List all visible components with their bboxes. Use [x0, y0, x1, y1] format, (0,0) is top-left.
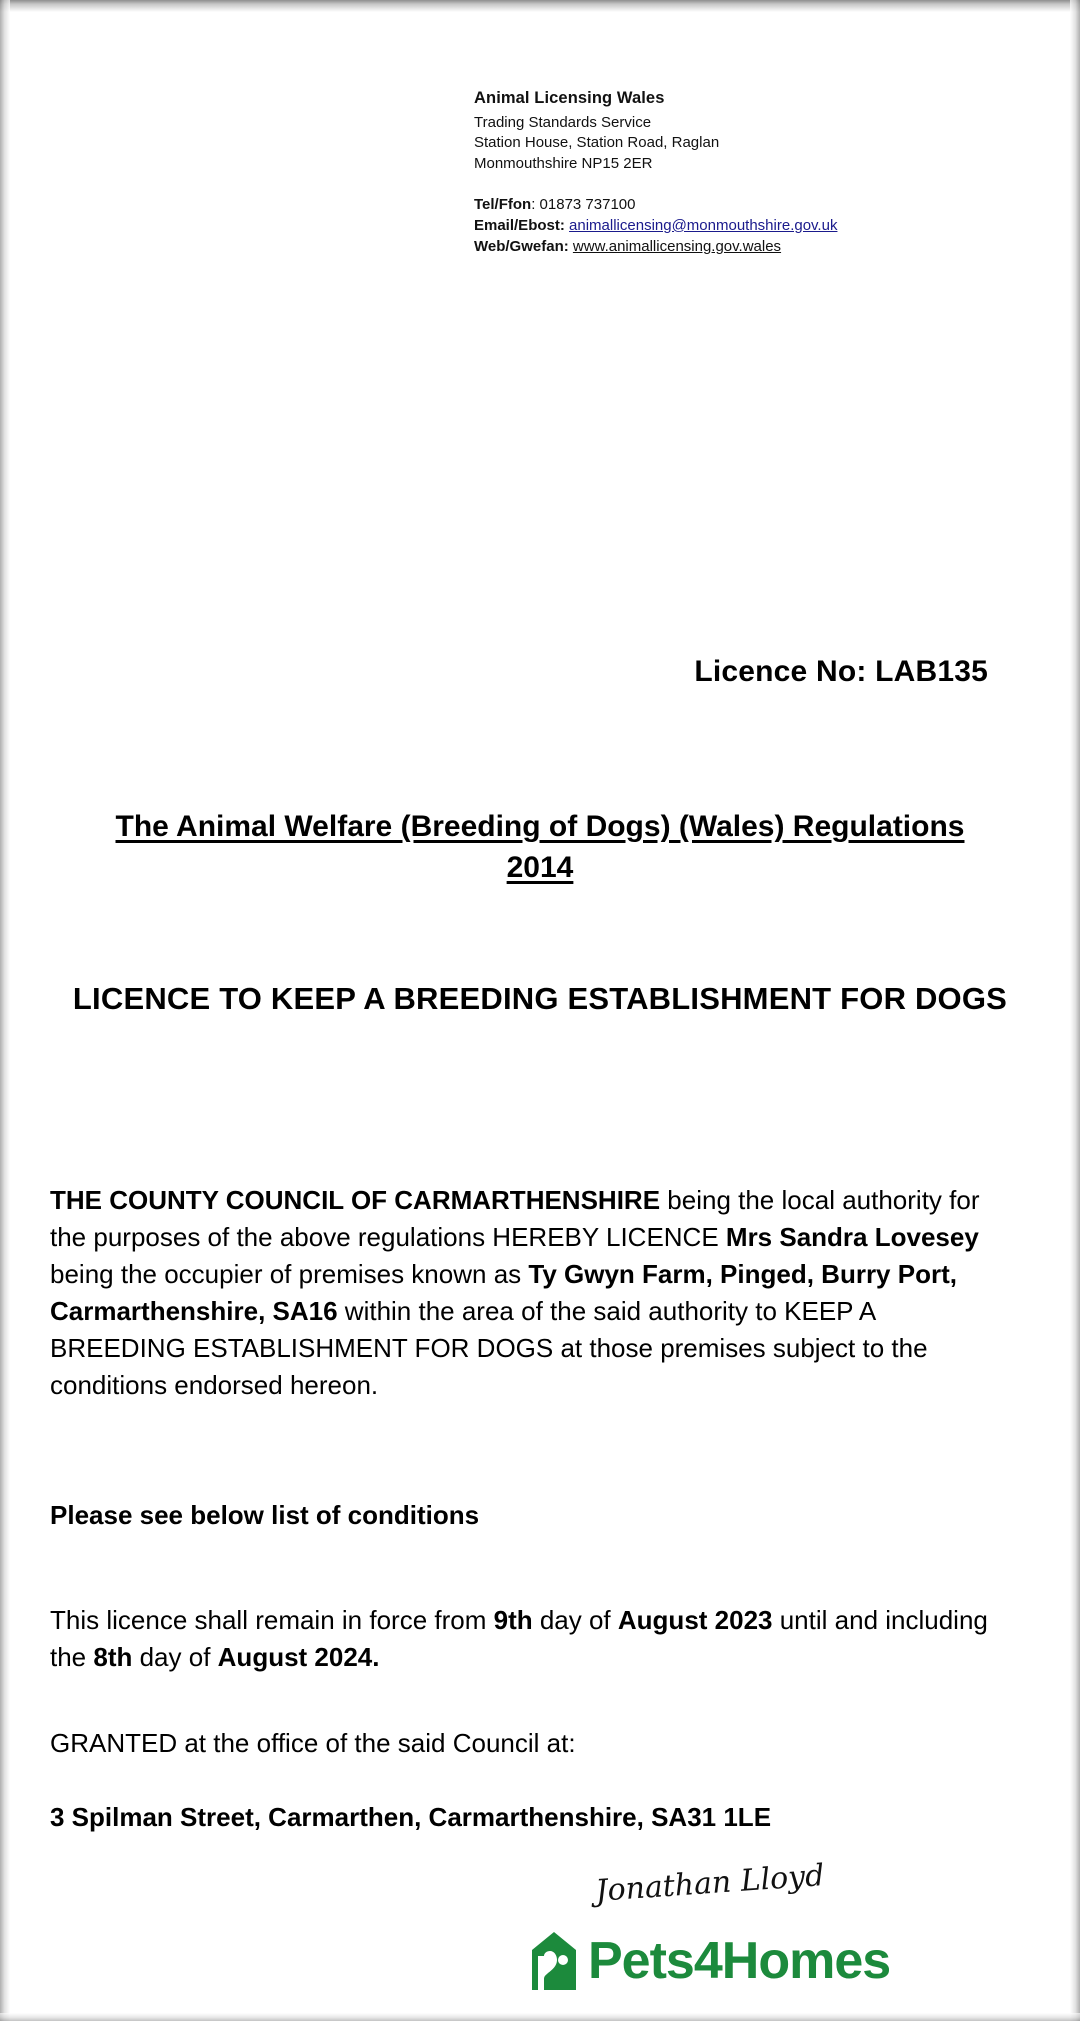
letterhead-organisation: Animal Licensing Wales: [474, 89, 665, 107]
body-segment-1: being the local authority for the purposes of the above regulations HEREBY LICENCE: [50, 1185, 980, 1252]
validity-segment-1: This licence shall remain in force from: [50, 1605, 494, 1635]
telephone-value: : 01873 737100: [531, 195, 636, 213]
letterhead: [474, 88, 894, 257]
licensee-name: Mrs Sandra Lovesey: [725, 1221, 979, 1252]
page-edge-shadow-left: [0, 0, 10, 2021]
granted-label: GRANTED at the office of the said Council at:: [50, 1728, 576, 1758]
to-day: 8th: [93, 1641, 133, 1672]
page-title: LICENCE TO KEEP A BREEDING ESTABLISHMENT FOR DOGS: [72, 981, 1008, 1016]
page-edge-shadow-bottom: [0, 2013, 1080, 2021]
licence-number: Licence No: LAB135: [694, 655, 988, 688]
body-segment-3: within the area of the said authority to KEEP A BREEDING ESTABLISHMENT FOR DOGS at those premises subject to the conditions endorsed hereon.: [50, 1295, 928, 1400]
signature: Jonathan Lloyd: [594, 1858, 826, 1910]
validity-segment-3: until and including the: [50, 1605, 988, 1672]
licence-body-paragraph: [50, 1182, 1000, 1403]
letterhead-address-line-2: Station House, Station Road, Raglan: [474, 134, 720, 152]
premises-address: Ty Gwyn Farm, Pinged, Burry Port, Carmarthenshire, SA16: [50, 1258, 957, 1326]
pets4homes-logo: [530, 1930, 890, 1992]
body-segment-2: being the occupier of premises known as: [50, 1258, 529, 1289]
telephone-label: Tel/Ffon: [474, 195, 532, 213]
page-edge-shadow-top: [0, 0, 1080, 12]
letterhead-contact: [474, 194, 894, 258]
email-link[interactable]: animallicensing@monmouthshire.gov.uk: [569, 216, 838, 234]
validity-segment-4: day of: [132, 1641, 218, 1672]
email-label: Email/Ebost:: [474, 216, 565, 234]
from-day: 9th: [493, 1605, 533, 1635]
licence-validity-paragraph: [50, 1602, 1000, 1676]
page-edge-shadow-right: [1070, 0, 1080, 2021]
website-label: Web/Gwefan:: [474, 238, 569, 256]
letterhead-address-line-1: Trading Standards Service: [474, 113, 652, 131]
regulations-title: The Animal Welfare (Breeding of Dogs) (Wales) Regulations 2014: [115, 810, 965, 885]
to-month-year: August 2024.: [217, 1641, 380, 1672]
pets4homes-wordmark: Pets4Homes: [588, 1932, 891, 1990]
letterhead-website: [474, 236, 894, 257]
letterhead-telephone: [474, 194, 894, 215]
house-pet-icon: [530, 1930, 578, 1992]
website-link[interactable]: www.animallicensing.gov.wales: [572, 238, 782, 256]
council-name: THE COUNTY COUNCIL OF CARMARTHENSHIRE: [50, 1185, 661, 1215]
granted-address: 3 Spilman Street, Carmarthen, Carmarthenshire, SA31 1LE: [50, 1802, 772, 1832]
letterhead-address-line-3: Monmouthshire NP15 2ER: [474, 155, 653, 173]
letterhead-email: [474, 215, 894, 236]
conditions-note: Please see below list of conditions: [50, 1500, 480, 1530]
from-month-year: August 2023: [617, 1605, 773, 1635]
validity-segment-2: day of: [532, 1605, 618, 1635]
